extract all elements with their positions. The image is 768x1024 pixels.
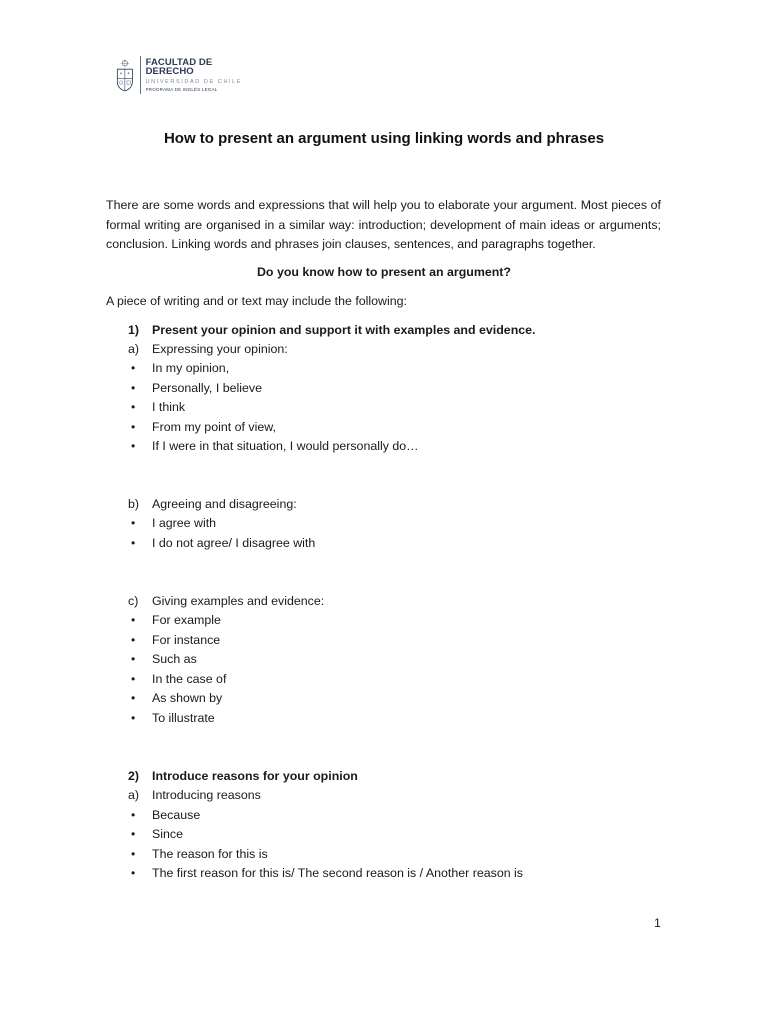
list-item: Personally, I believe (152, 381, 262, 395)
bullet-icon: • (131, 361, 136, 375)
list-item: Since (152, 827, 183, 841)
list-item: As shown by (152, 691, 223, 705)
list-item: I think (152, 400, 186, 414)
faculty-logo (114, 52, 244, 98)
list-item: From my point of view, (152, 420, 276, 434)
logo-text (146, 58, 244, 93)
list-item: Because (152, 808, 201, 822)
group-letter: c) (128, 594, 139, 608)
section-number: 1) (128, 323, 140, 337)
bullet-icon: • (131, 381, 136, 395)
logo-program-name: PROGRAMA DE INGLÉS LEGAL (145, 87, 218, 92)
list-item: To illustrate (152, 711, 215, 725)
bullet-icon: • (131, 866, 136, 880)
logo-divider (140, 56, 141, 94)
group-letter: b) (128, 497, 140, 511)
group-letter: a) (128, 788, 140, 802)
list-item: The reason for this is (152, 847, 268, 861)
lead-sentence: A piece of writing and or text may include the following: (106, 294, 407, 308)
list-item: In my opinion, (152, 361, 230, 375)
bullet-icon: • (131, 400, 136, 414)
bullet-icon: • (131, 711, 136, 725)
bullet-icon: • (131, 808, 136, 822)
section-heading: Introduce reasons for your opinion (152, 769, 358, 783)
bullet-icon: • (131, 847, 136, 861)
list-item: For instance (152, 633, 221, 647)
group-label: Giving examples and evidence: (152, 594, 325, 608)
list-item: Such as (152, 652, 197, 666)
section-number: 2) (128, 769, 140, 783)
group-letter: a) (128, 342, 140, 356)
group-label: Expressing your opinion: (152, 342, 288, 356)
bullet-icon: • (131, 516, 136, 530)
section-heading: Present your opinion and support it with examples and evidence. (152, 323, 536, 337)
section-question: Do you know how to present an argument? (256, 265, 512, 279)
bullet-icon: • (131, 672, 136, 686)
group-label: Agreeing and disagreeing: (152, 497, 297, 511)
bullet-icon: • (131, 536, 136, 550)
bullet-icon: • (131, 691, 136, 705)
logo-university-name: UNIVERSIDAD DE CHILE (145, 78, 243, 85)
list-item: In the case of (152, 672, 227, 686)
bullet-icon: • (131, 652, 136, 666)
list-item: I agree with (152, 516, 217, 530)
group-label: Introducing reasons (152, 788, 261, 802)
intro-paragraph: There are some words and expressions that will help you to elaborate your argument. Most pieces of formal writing are organised in a similar way: introduction; development of main ideas or arguments; conclusion. Linking words and phrases join clauses, sentences, and paragraphs together. (106, 198, 661, 251)
university-crest-icon (114, 55, 136, 95)
document-title: How to present an argument using linking words and phrases (163, 130, 605, 147)
bullet-icon: • (131, 633, 136, 647)
bullet-icon: • (131, 420, 136, 434)
list-item: If I were in that situation, I would personally do… (152, 439, 419, 453)
page-number: 1 (654, 916, 661, 930)
list-item: The first reason for this is/ The second reason is / Another reason is (152, 866, 523, 880)
bullet-icon: • (131, 439, 136, 453)
list-item: I do not agree/ I disagree with (152, 536, 316, 550)
bullet-icon: • (131, 827, 136, 841)
logo-faculty-name: FACULTAD DE DERECHO (145, 56, 213, 77)
list-item: For example (152, 613, 221, 627)
bullet-icon: • (131, 613, 136, 627)
